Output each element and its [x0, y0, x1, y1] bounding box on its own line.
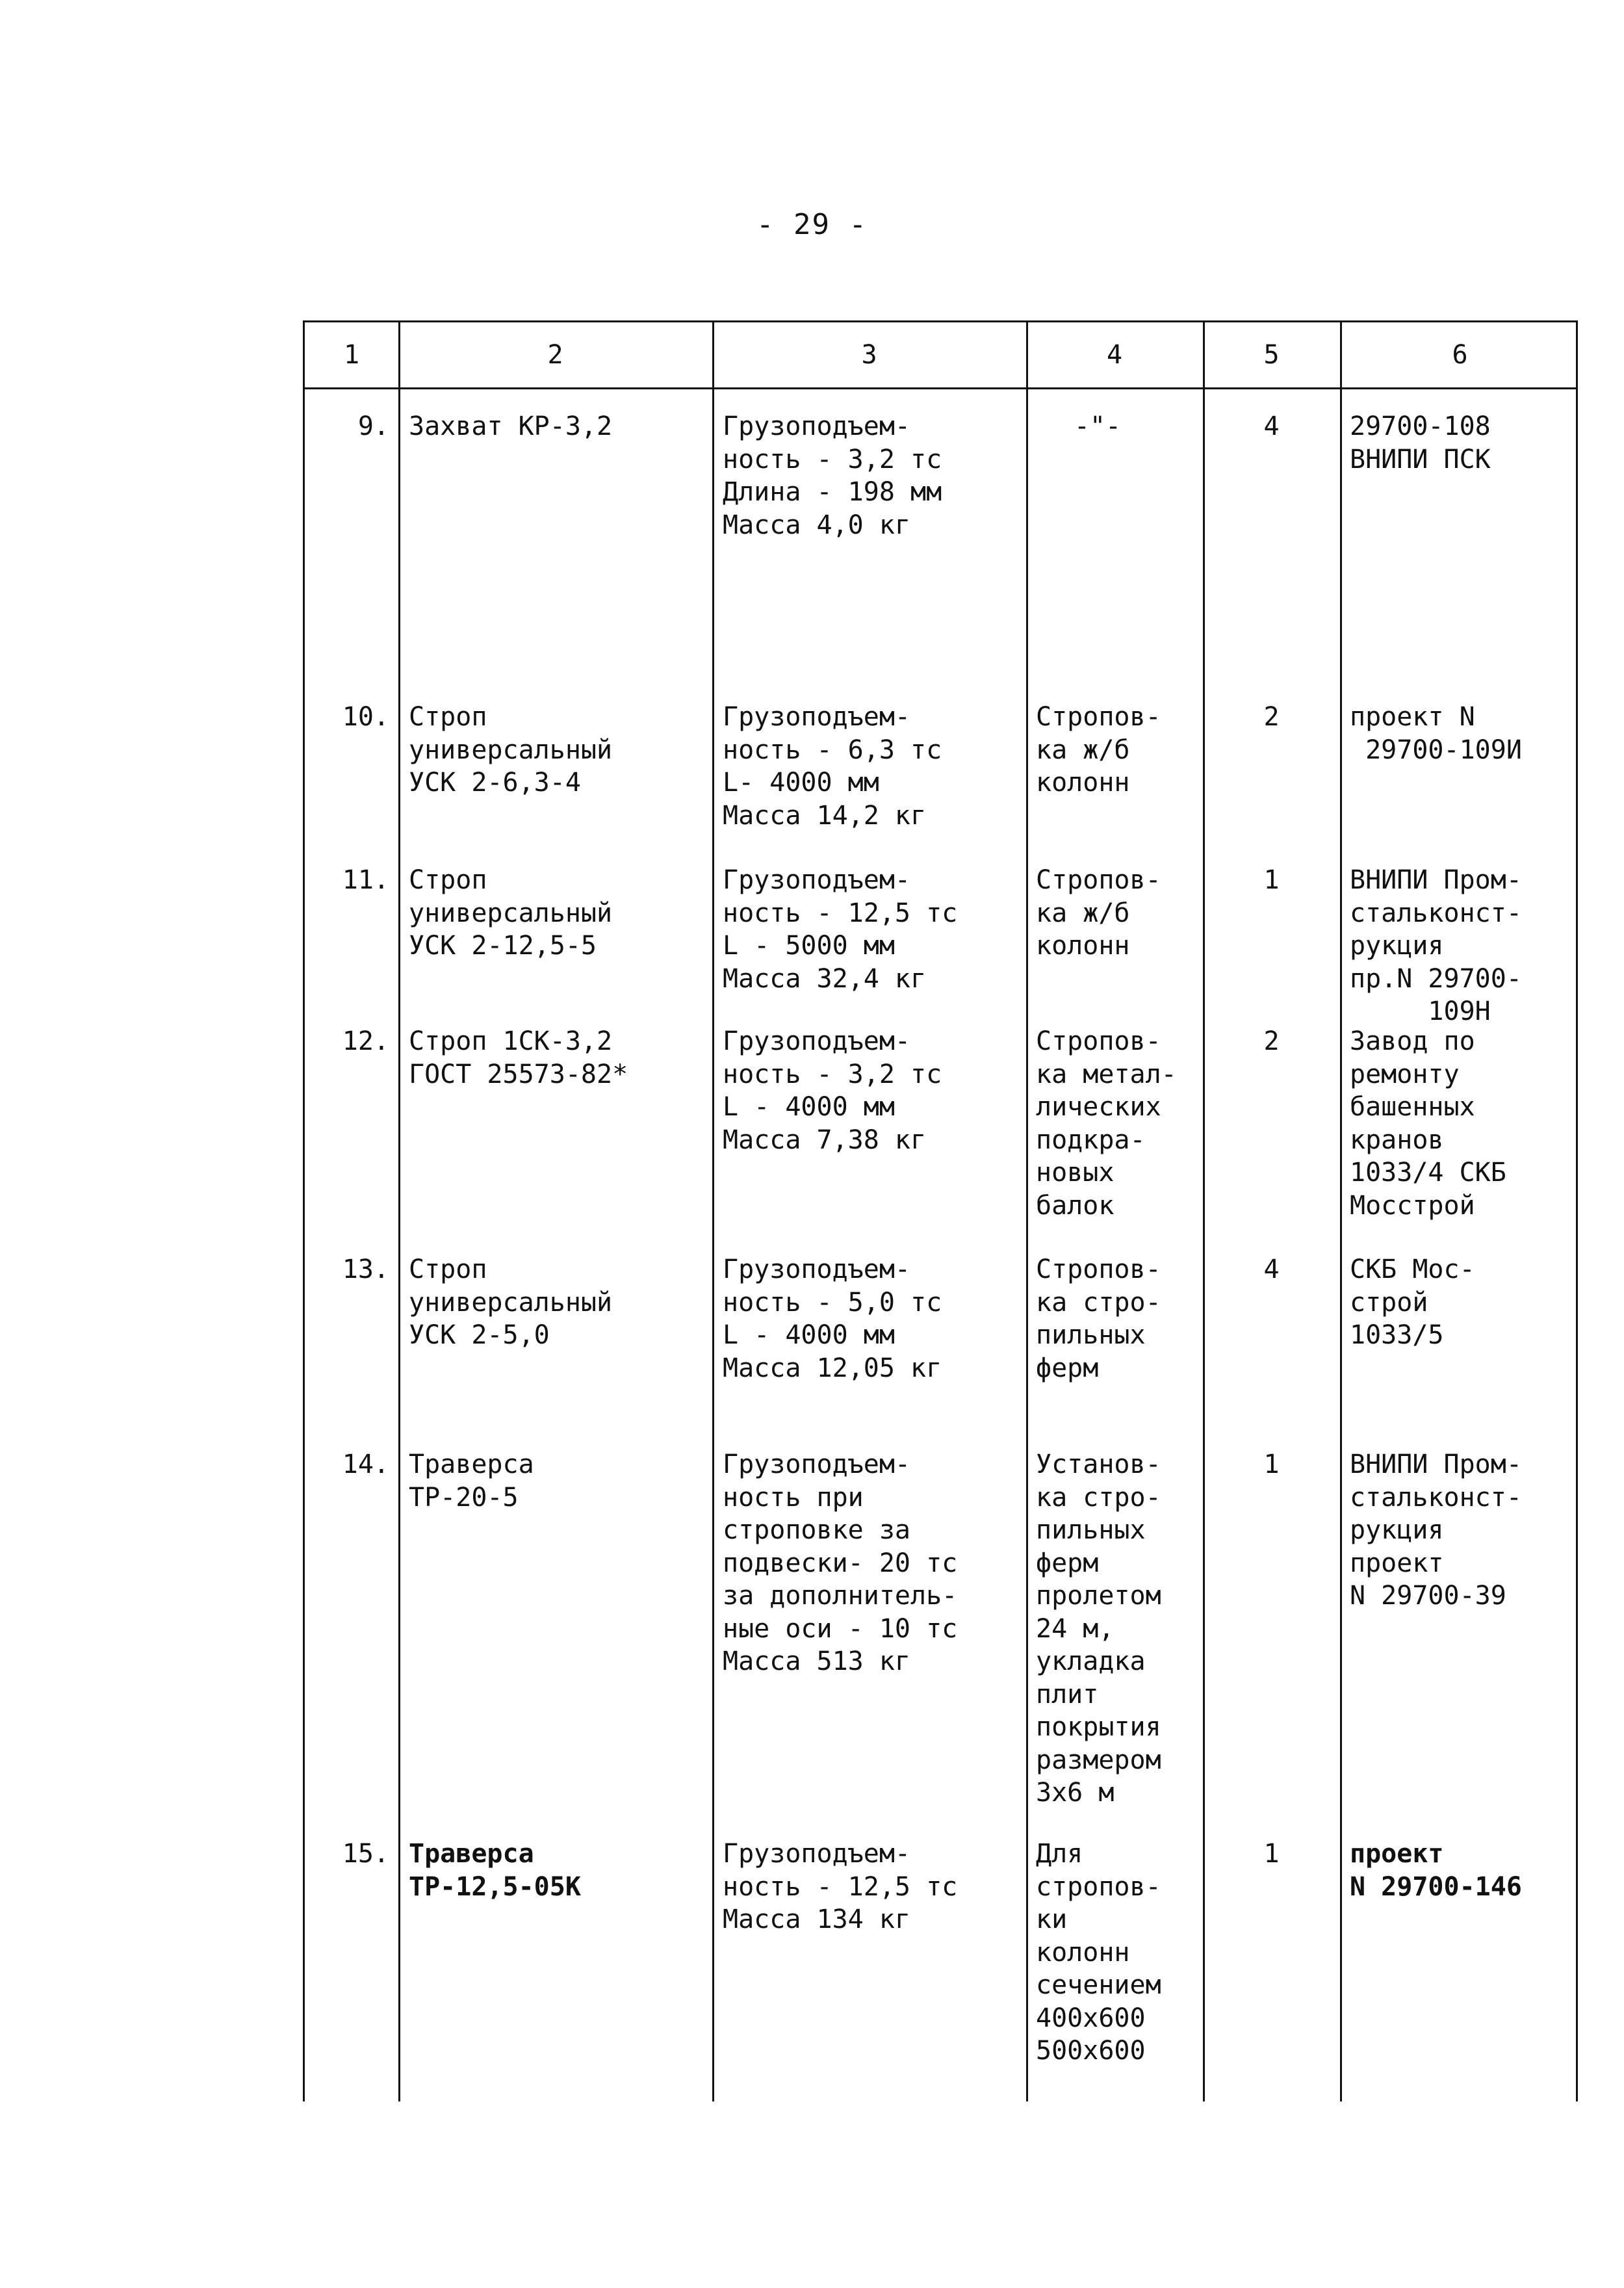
header-col-5: 5 — [1263, 340, 1280, 370]
row-12-num: 12. — [342, 1026, 389, 1056]
header-col-4: 4 — [1106, 340, 1123, 370]
row-11-spec: Грузоподъем- ность - 12,5 тс L - 5000 мм Масса 32,4 кг — [723, 865, 958, 994]
equipment-table — [303, 320, 1578, 2101]
row-13-spec: Грузоподъем- ность - 5,0 тс L - 4000 мм Масса 12,05 кг — [723, 1254, 942, 1383]
row-13-num: 13. — [342, 1254, 389, 1284]
row-11-source: ВНИПИ Пром- стальконст- рукция пр.N 29700- 109Н — [1350, 865, 1522, 1026]
row-14-source: ВНИПИ Пром- стальконст- рукция проект N 29700-39 — [1350, 1450, 1522, 1611]
row-12-purpose: Стропов- ка метал- лических подкра- новых балок — [1036, 1026, 1177, 1221]
header-col-6: 6 — [1452, 340, 1468, 370]
row-15-spec: Грузоподъем- ность - 12,5 тс Масса 134 кг — [723, 1839, 958, 1934]
column-divider — [712, 322, 714, 2101]
row-13-qty: 4 — [1263, 1254, 1280, 1284]
row-14-name: Траверса ТР-20-5 — [409, 1450, 534, 1513]
row-9-qty: 4 — [1263, 411, 1280, 441]
row-12-spec: Грузоподъем- ность - 3,2 тс L - 4000 мм Масса 7,38 кг — [723, 1026, 942, 1155]
row-10-num: 10. — [342, 702, 389, 732]
header-col-3: 3 — [861, 340, 877, 370]
header-col-1: 1 — [343, 340, 360, 370]
row-10-qty: 2 — [1263, 702, 1280, 732]
row-10-source: проект N 29700-109И — [1350, 702, 1522, 765]
row-10-purpose: Стропов- ка ж/б колонн — [1036, 702, 1161, 798]
row-14-num: 14. — [342, 1450, 389, 1479]
row-13-purpose: Стропов- ка стро- пильных ферм — [1036, 1254, 1161, 1383]
page-number: - 29 - — [756, 208, 868, 241]
header-divider — [305, 387, 1576, 389]
column-divider — [1203, 322, 1205, 2101]
row-15-name: Траверса ТР-12,5-05К — [409, 1839, 581, 1902]
row-12-name: Строп 1СК-3,2 ГОСТ 25573-82* — [409, 1026, 628, 1089]
column-divider — [1340, 322, 1342, 2101]
row-15-qty: 1 — [1263, 1839, 1280, 1869]
row-12-qty: 2 — [1263, 1026, 1280, 1056]
row-9-spec: Грузоподъем- ность - 3,2 тс Длина - 198 мм Масса 4,0 кг — [723, 411, 942, 540]
row-13-source: СКБ Мос- строй 1033/5 — [1350, 1254, 1475, 1350]
row-10-name: Строп универсальный УСК 2-6,3-4 — [409, 702, 613, 798]
row-14-purpose: Установ- ка стро- пильных ферм пролетом 24 м, укладка плит покрытия размером 3х6 м — [1036, 1450, 1161, 1808]
row-15-purpose: Для стропов- ки колонн сечением 400х600 500х600 — [1036, 1839, 1161, 2066]
row-9-source: 29700-108 ВНИПИ ПСК — [1350, 411, 1491, 474]
row-14-spec: Грузоподъем- ность при строповке за подвески- 20 тс за дополнитель- ные оси - 10 тс Масса 513 кг — [723, 1450, 958, 1676]
row-15-num: 15. — [342, 1839, 389, 1869]
row-11-num: 11. — [342, 865, 389, 895]
row-9-num: 9. — [357, 411, 389, 441]
column-divider — [398, 322, 400, 2101]
row-11-qty: 1 — [1263, 865, 1280, 895]
row-13-name: Строп универсальный УСК 2-5,0 — [409, 1254, 613, 1350]
row-11-purpose: Стропов- ка ж/б колонн — [1036, 865, 1161, 961]
row-14-qty: 1 — [1263, 1450, 1280, 1479]
row-12-source: Завод по ремонту башенных кранов 1033/4 СКБ Мосстрой — [1350, 1026, 1506, 1221]
row-9-purpose: -"- — [1074, 411, 1122, 441]
row-10-spec: Грузоподъем- ность - 6,3 тс L- 4000 мм Масса 14,2 кг — [723, 702, 942, 831]
row-11-name: Строп универсальный УСК 2-12,5-5 — [409, 865, 613, 961]
header-col-2: 2 — [547, 340, 563, 370]
column-divider — [1026, 322, 1028, 2101]
row-15-source: проект N 29700-146 — [1350, 1839, 1522, 1902]
row-9-name: Захват КР-3,2 — [409, 411, 613, 441]
